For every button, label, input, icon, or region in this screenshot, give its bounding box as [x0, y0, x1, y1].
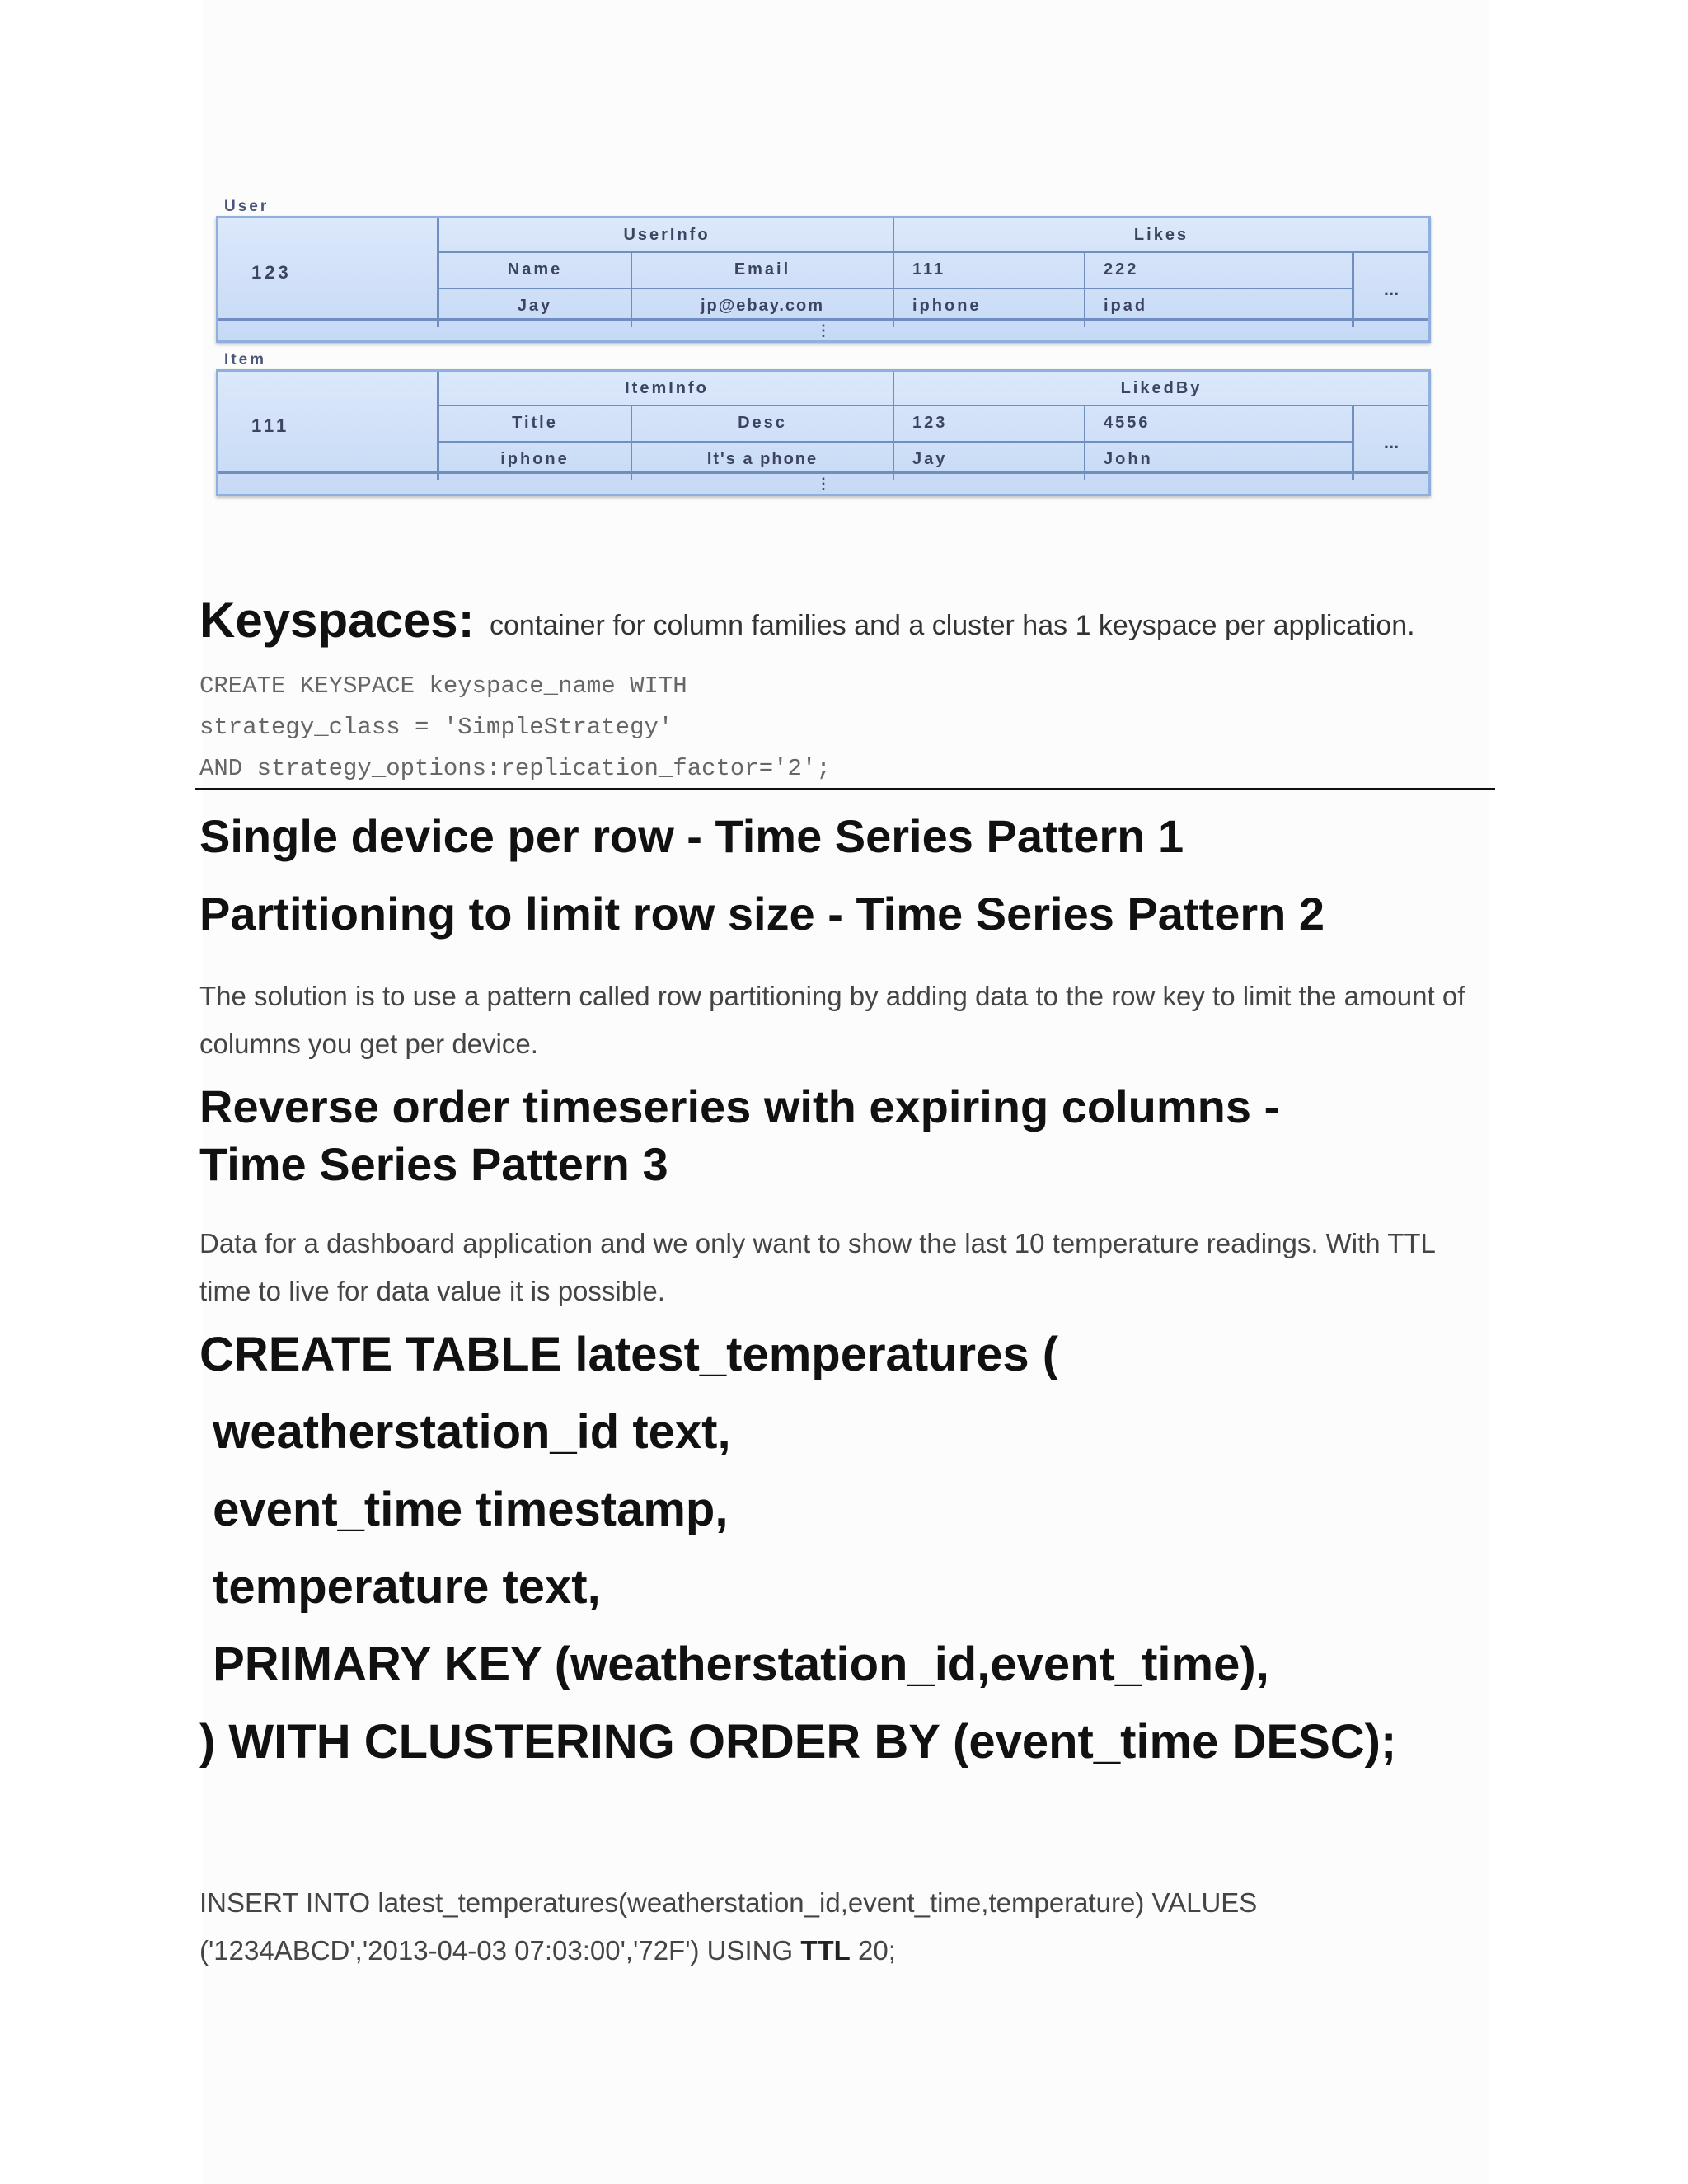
- item-more-columns: ...: [1352, 405, 1428, 480]
- user-val-111: iphone: [912, 296, 982, 315]
- user-group-userinfo: UserInfo: [439, 218, 894, 253]
- item-col-123: 123: [912, 413, 948, 432]
- item-val-4556: John: [1104, 449, 1153, 468]
- user-row-key: 123: [218, 218, 439, 327]
- create-table-line: event_time timestamp,: [199, 1483, 729, 1536]
- insert-line1: INSERT INTO latest_temperatures(weatherstation_id,event_time,temperature) VALUES: [199, 1887, 1258, 1918]
- user-col-email: Email: [734, 260, 791, 279]
- pattern3-text: Data for a dashboard application and we only want to show the last 10 temperature readings. With TTL time to live for data value it is possible.: [199, 1228, 1435, 1306]
- item-val-desc: It's a phone: [706, 449, 818, 468]
- item-col-4556: 4556: [1104, 413, 1151, 432]
- keyspace-code-line: strategy_class = 'SimpleStrategy': [199, 714, 673, 741]
- diagram-user-label: User: [224, 198, 270, 215]
- insert-ttl-value: 20;: [850, 1935, 896, 1966]
- user-group-likes: Likes: [894, 218, 1428, 253]
- keyspaces-description: container for column families and a cluster has 1 keyspace per application.: [490, 610, 1415, 641]
- create-table-line: temperature text,: [199, 1560, 601, 1614]
- user-col-name: Name: [507, 260, 563, 279]
- item-group-iteminfo: ItemInfo: [439, 372, 894, 406]
- item-group-likedby: LikedBy: [894, 372, 1428, 406]
- horizontal-rule: [195, 788, 1495, 790]
- user-col-111: 111: [912, 260, 946, 279]
- pattern2-text: The solution is to use a pattern called row partitioning by adding data to the row key to limit the amount of columns you get per device.: [199, 981, 1465, 1059]
- user-col-222: 222: [1104, 260, 1139, 279]
- keyspaces-title: Keyspaces:: [199, 593, 475, 648]
- insert-line2: [199, 1927, 896, 1975]
- diagram-user-table: [216, 216, 1431, 343]
- user-val-email: jp@ebay.com: [700, 296, 825, 315]
- pattern3-heading-line2: Time Series Pattern 3: [199, 1138, 668, 1190]
- create-table-line: weatherstation_id text,: [199, 1405, 731, 1459]
- user-more-rows: ⋮: [218, 318, 1428, 340]
- user-more-columns: ...: [1352, 251, 1428, 327]
- item-more-rows: ⋮: [218, 471, 1428, 494]
- item-col-desc: Desc: [738, 413, 787, 432]
- item-val-123: Jay: [912, 449, 948, 468]
- create-table-line: CREATE TABLE latest_temperatures (: [199, 1328, 1059, 1381]
- user-val-222: ipad: [1104, 296, 1148, 315]
- item-row-key: 111: [218, 372, 439, 480]
- pattern1-heading: Single device per row - Time Series Pattern 1: [199, 810, 1184, 862]
- diagram-item-table: [216, 369, 1431, 496]
- item-val-title: iphone: [500, 449, 570, 468]
- insert-values: ('1234ABCD','2013-04-03 07:03:00','72F') USING: [199, 1935, 801, 1966]
- item-col-title: Title: [512, 413, 558, 432]
- keyspace-code-line: CREATE KEYSPACE keyspace_name WITH: [199, 673, 687, 700]
- diagram-item-label: Item: [224, 351, 267, 368]
- pattern3-heading-line1: Reverse order timeseries with expiring columns -: [199, 1080, 1280, 1132]
- keyspace-code-line: AND strategy_options:replication_factor='2';: [199, 755, 831, 782]
- user-val-name: Jay: [517, 296, 553, 315]
- insert-ttl-keyword: TTL: [800, 1935, 851, 1966]
- pattern2-heading: Partitioning to limit row size - Time Series Pattern 2: [199, 888, 1325, 940]
- create-table-line: PRIMARY KEY (weatherstation_id,event_time),: [199, 1638, 1269, 1691]
- create-table-line: ) WITH CLUSTERING ORDER BY (event_time DESC);: [199, 1715, 1397, 1769]
